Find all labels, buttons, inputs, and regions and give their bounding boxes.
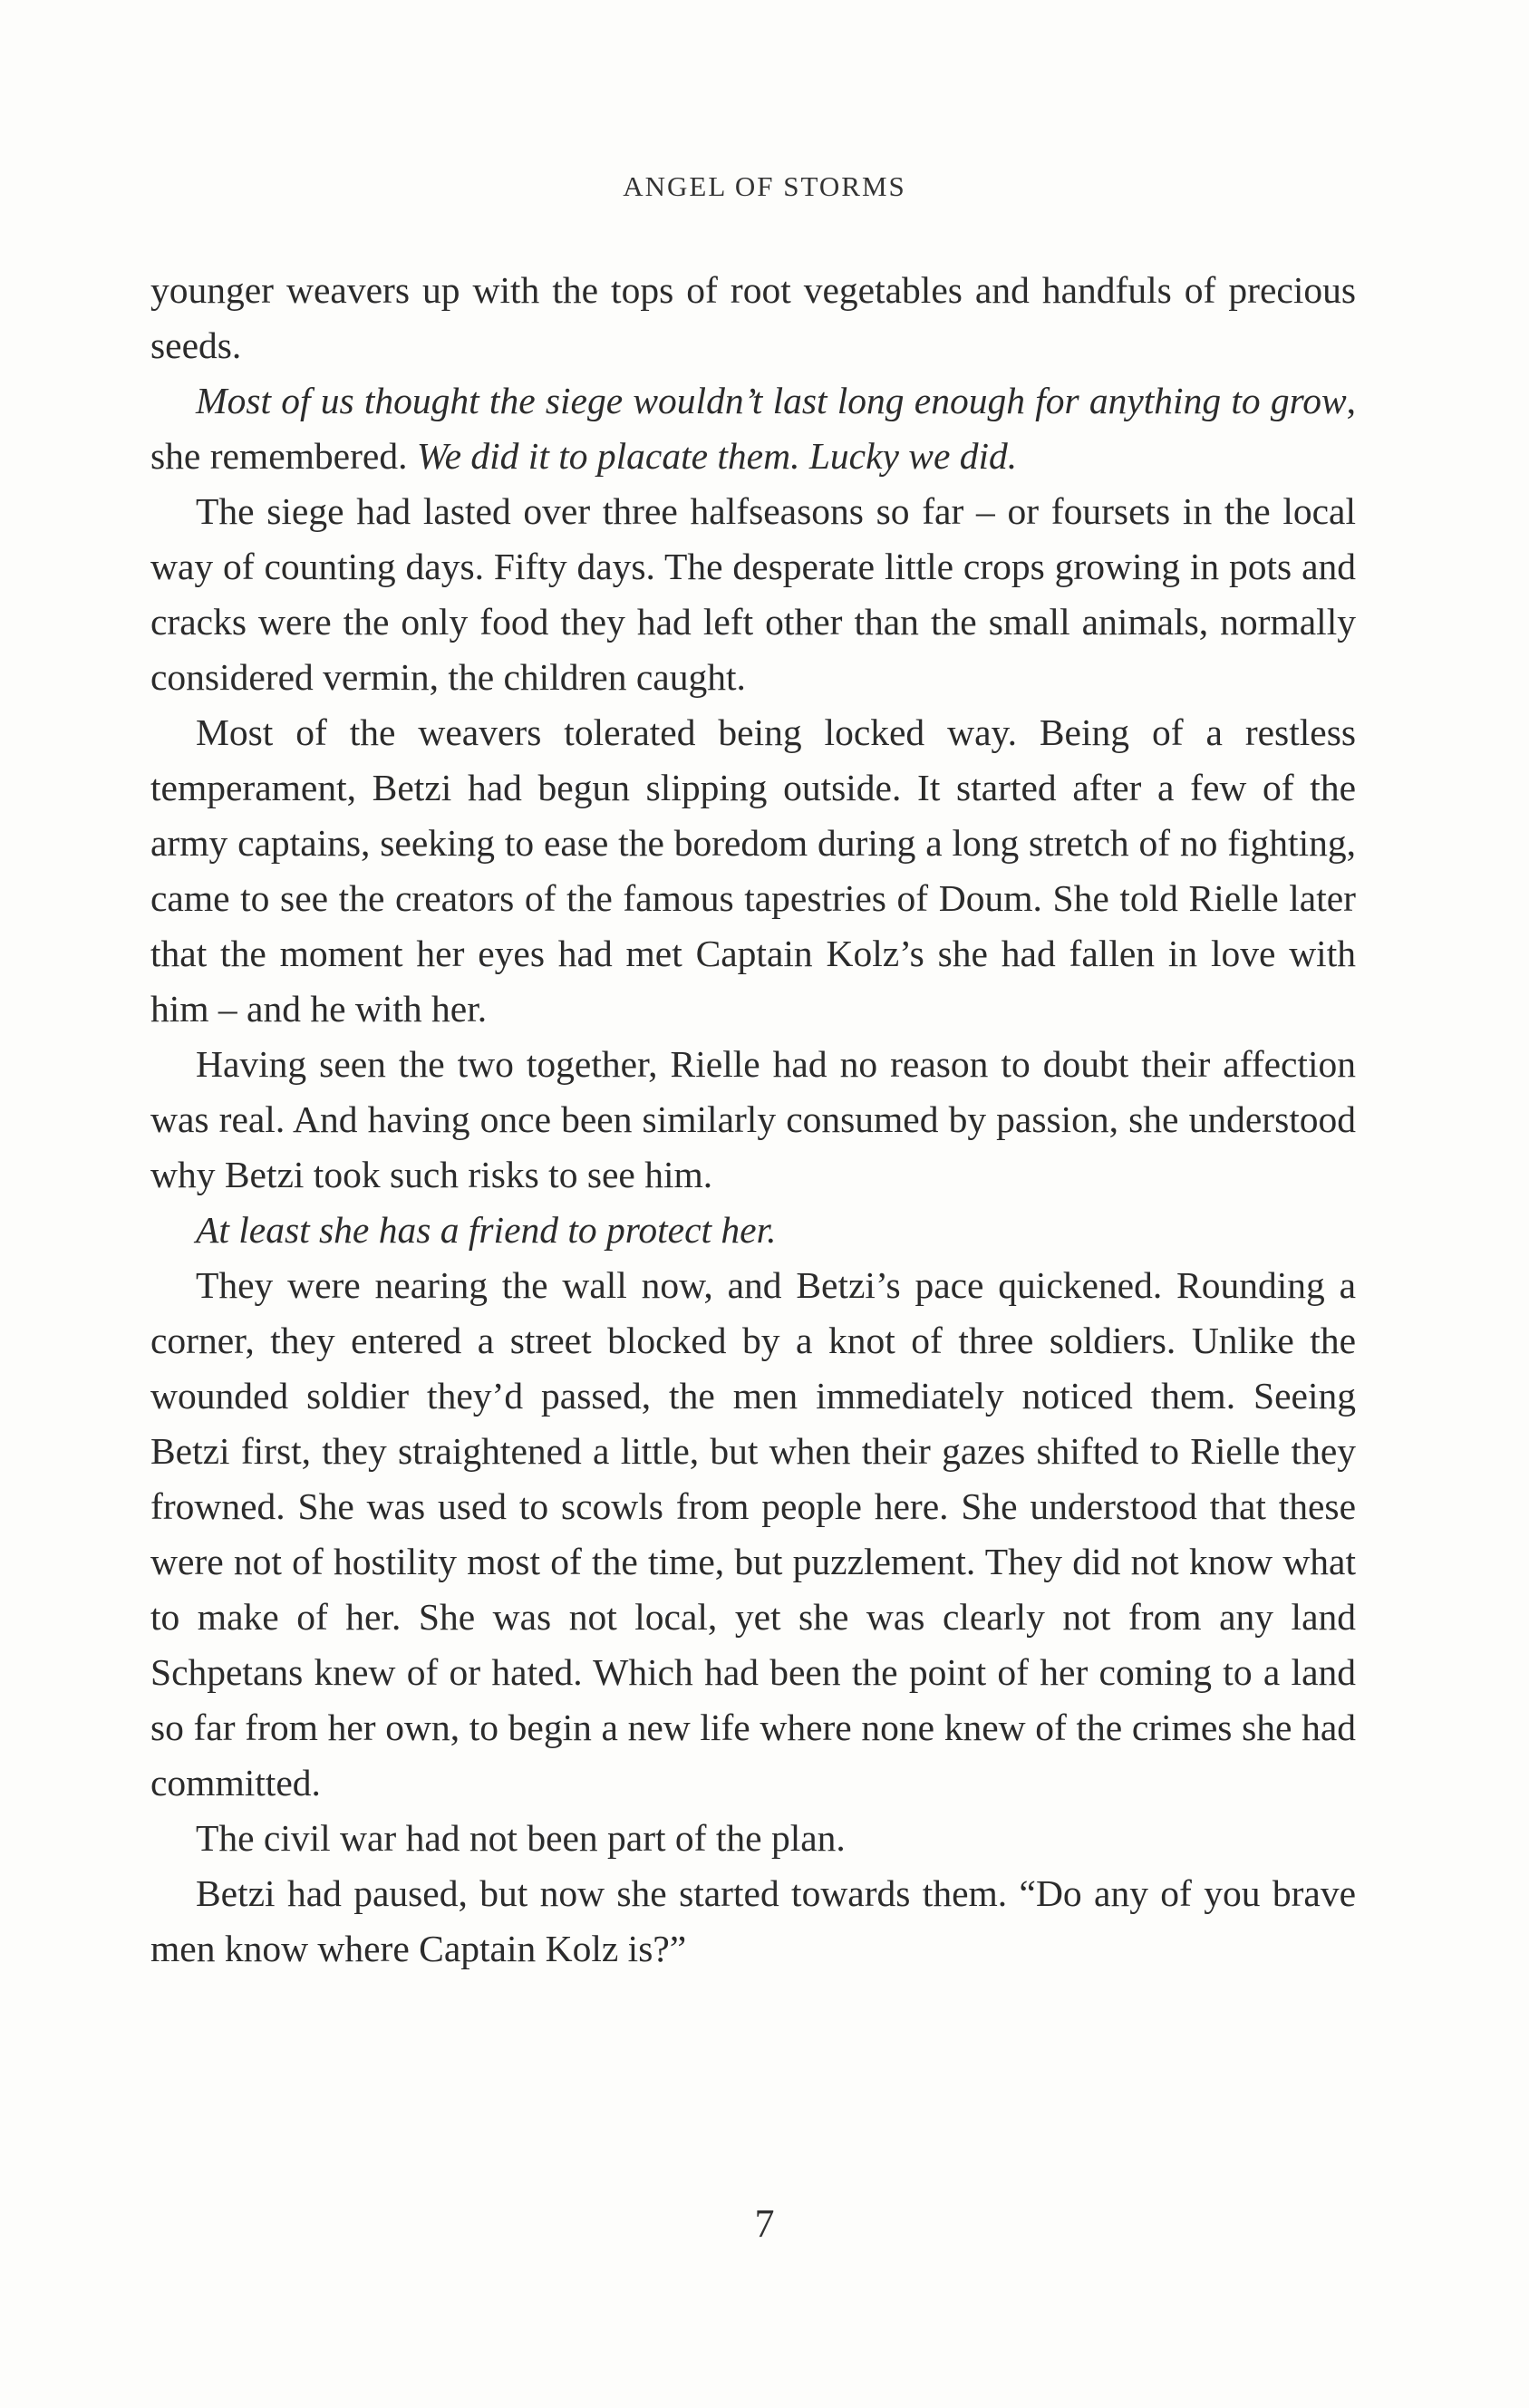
paragraph-2-italic-thought-end: We did it to placate them. Lucky we did. <box>416 435 1018 477</box>
paragraph-7: They were nearing the wall now, and Betzi’s pace quickened. Rounding a corner, they entered a street blocked by a knot of three soldiers. Unlike the wounded soldier they’d passed, the men immediately noticed them. Seeing Betzi first, they straightened a little, but when their gazes shifted to Rielle they frowned. She was used to scowls from people here. She understood that these were not of hostility most of the time, but puzzlement. They did not know what to make of her. She was not local, yet she was clearly not from any land Schpetans knew of or hated. Which had been the point of her coming to a land so far from her own, to begin a new life where none knew of the crimes she had committed. <box>150 1264 1356 1804</box>
body-text <box>150 263 1356 1977</box>
paragraph-6 <box>150 1203 1356 1258</box>
paragraph-5: Having seen the two together, Rielle had no reason to doubt their affection was real. And having once been similarly consumed by passion, she understood why Betzi took such risks to see him. <box>150 1043 1356 1195</box>
paragraph-9: Betzi had paused, but now she started towards them. “Do any of you brave men know where Captain Kolz is?” <box>150 1872 1356 1969</box>
paragraph-3: The siege had lasted over three halfseasons so far – or foursets in the local way of counting days. Fifty days. The desperate little crops growing in pots and cracks were the only food they had left other than the small animals, normally considered vermin, the children caught. <box>150 490 1356 698</box>
paragraph-8: The civil war had not been part of the plan. <box>196 1817 846 1859</box>
page-number: 7 <box>754 2201 775 2246</box>
paragraph-2-italic-thought: Most of us thought the siege wouldn’t last long enough for anything to grow <box>196 380 1347 421</box>
running-head: ANGEL OF STORMS <box>623 170 906 202</box>
paragraph-6-italic-thought: At least she has a friend to protect her. <box>196 1209 777 1251</box>
paragraph-4: Most of the weavers tolerated being locked way. Being of a restless temperament, Betzi had begun slipping outside. It started after a few of the army captains, seeking to ease the boredom during a long stretch of no fighting, came to see the creators of the famous tapestries of Doum. She told Rielle later that the moment her eyes had met Captain Kolz’s she had fallen in love with him – and he with her. <box>150 711 1356 1030</box>
paragraph-1: younger weavers up with the tops of root vegetables and handfuls of precious seeds. <box>150 269 1356 366</box>
paragraph-2 <box>150 373 1356 484</box>
paragraph-2-narration: , she remembered. <box>150 380 1356 477</box>
